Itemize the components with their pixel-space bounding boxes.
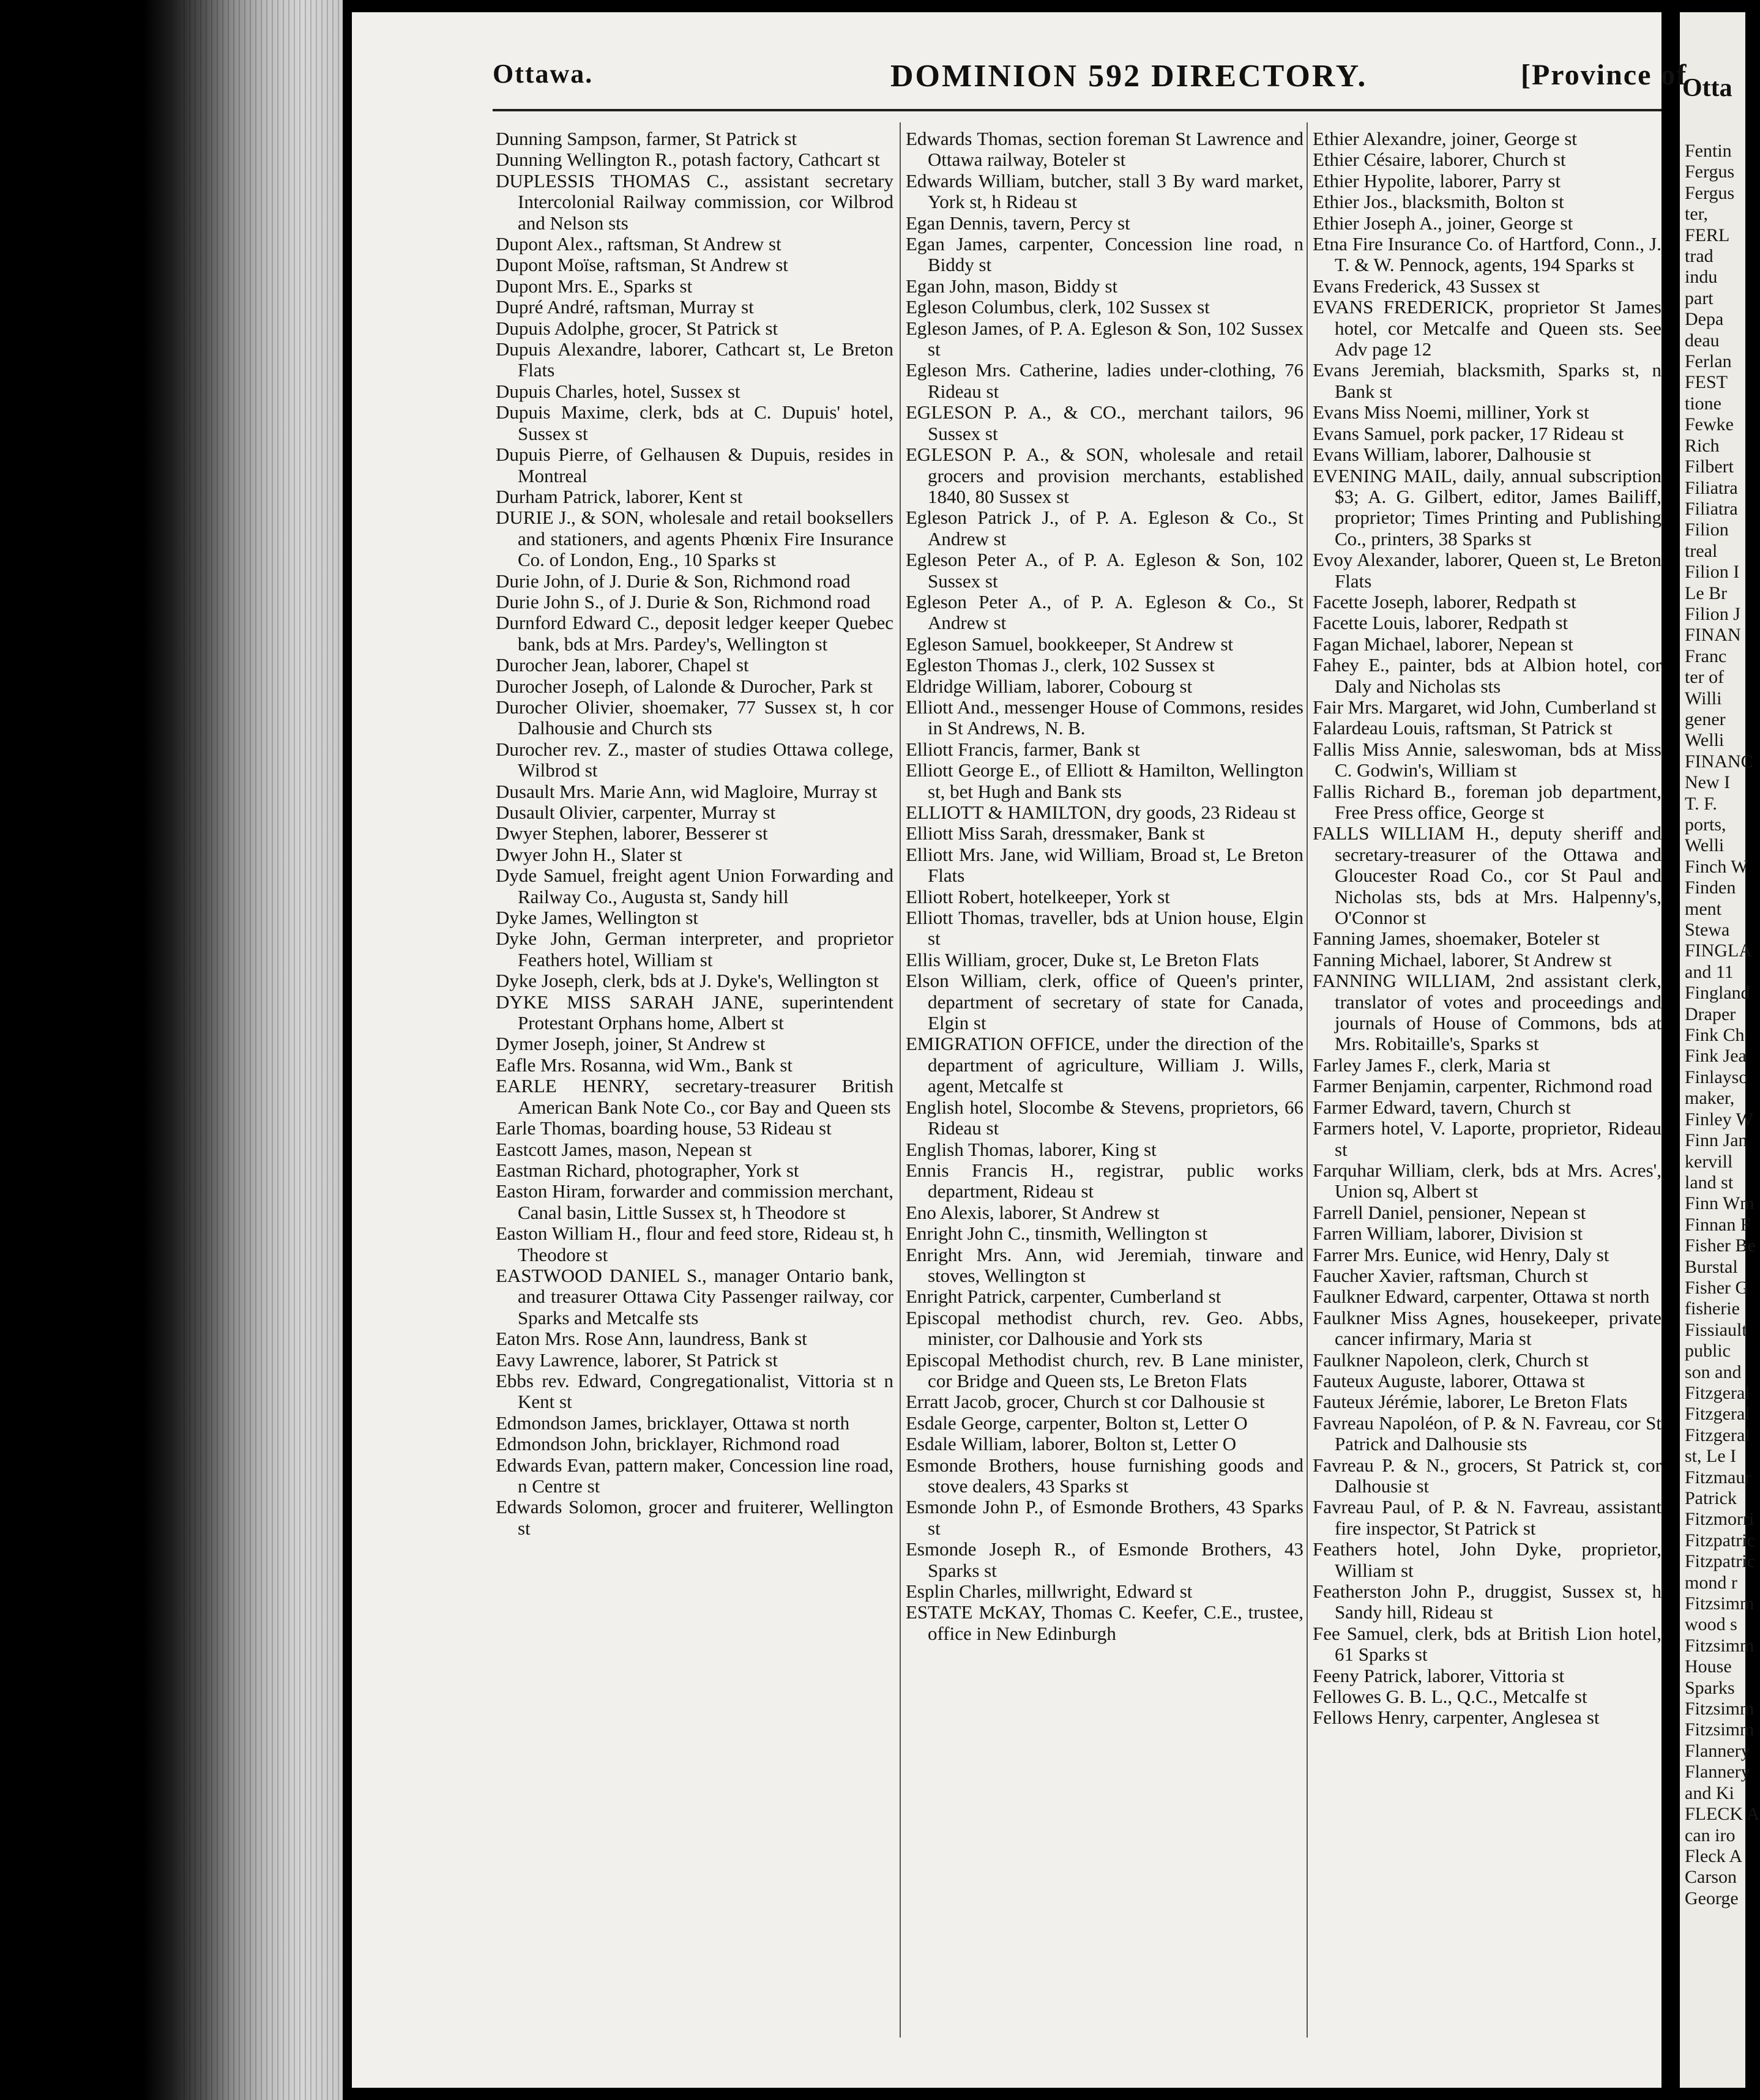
facing-page-line: Flannery: [1685, 1740, 1750, 1761]
directory-entry: Fanning James, shoemaker, Boteler st: [1313, 928, 1600, 950]
directory-entry: Favreau Paul, of P. & N. Favreau, assistant fire inspector, St Patrick st: [1313, 1496, 1661, 1539]
directory-entry: Ethier Alexandre, joiner, George st: [1313, 128, 1578, 149]
directory-entry: Ethier Jos., blacksmith, Bolton st: [1313, 191, 1564, 213]
facing-page-line: trad: [1685, 246, 1713, 267]
directory-entry: DURIE J., & SON, wholesale and retail booksellers and stationers, and agents Phœnix Fire Insurance Co. of London, Eng., 10 Sparks st: [496, 507, 893, 571]
facing-page-line: Fewke: [1685, 414, 1734, 435]
directory-entry: EGLESON P. A., & SON, wholesale and retail grocers and provision merchants, established 1840, 80 Sussex st: [906, 444, 1303, 507]
directory-entry: Durocher Joseph, of Lalonde & Durocher, Park st: [496, 675, 873, 697]
page-gutter: [1661, 0, 1680, 2100]
directory-entry: Episcopal Methodist church, rev. B Lane minister, cor Bridge and Queen sts, Le Breton Flats: [906, 1349, 1303, 1391]
directory-entry: Dupuis Pierre, of Gelhausen & Dupuis, resides in Montreal: [496, 444, 893, 486]
directory-entry: Esmonde John P., of Esmonde Brothers, 43 Sparks st: [906, 1496, 1303, 1539]
directory-entry: Egan Dennis, tavern, Percy st: [906, 212, 1130, 234]
directory-entry: Etna Fire Insurance Co. of Hartford, Conn., J. T. & W. Pennock, agents, 194 Sparks st: [1313, 233, 1661, 276]
header-city: Ottawa.: [493, 59, 594, 89]
directory-entry: Edwards Solomon, grocer and fruiterer, Wellington st: [496, 1496, 893, 1539]
facing-page-line: Fitzgeral: [1685, 1382, 1750, 1403]
directory-entry: Fee Samuel, clerk, bds at British Lion hotel, 61 Sparks st: [1313, 1622, 1661, 1666]
directory-entry: Fellows Henry, carpenter, Anglesea st: [1313, 1707, 1600, 1729]
facing-page-line: Fitzgeral: [1685, 1424, 1750, 1445]
directory-entry: Episcopal methodist church, rev. Geo. Abbs, minister, cor Dalhousie and York sts: [906, 1306, 1303, 1350]
directory-entry: Farrer Mrs. Eunice, wid Henry, Daly st: [1313, 1243, 1609, 1265]
directory-entry: Enright Patrick, carpenter, Cumberland st: [906, 1286, 1221, 1308]
directory-entry: Egan John, mason, Biddy st: [906, 275, 1118, 297]
directory-entry: Dyke James, Wellington st: [496, 907, 699, 929]
directory-entry: Dyke John, German interpreter, and proprietor Feathers hotel, William st: [496, 928, 893, 970]
facing-page-line: Finlayso: [1685, 1067, 1748, 1087]
directory-entry: Favreau Napoléon, of P. & N. Favreau, cor St Patrick and Dalhousie sts: [1313, 1412, 1661, 1455]
directory-entry: Farren William, laborer, Division st: [1313, 1223, 1583, 1245]
directory-entry: Egleson Peter A., of P. A. Egleson & Co., St Andrew st: [906, 590, 1303, 634]
facing-page-line: Willi: [1685, 688, 1722, 709]
facing-page-line: mond r: [1685, 1572, 1737, 1593]
directory-entry: Ethier Hypolite, laborer, Parry st: [1313, 169, 1561, 192]
facing-page-line: Filiatra: [1685, 498, 1738, 519]
facing-page-line: Filbert: [1685, 456, 1734, 477]
facing-page-line: Fitzgeral: [1685, 1404, 1750, 1424]
directory-entry: Farley James F., clerk, Maria st: [1313, 1054, 1551, 1076]
directory-entry: Evans Samuel, pork packer, 17 Rideau st: [1313, 422, 1624, 444]
directory-entry: Faulkner Napoleon, clerk, Church st: [1313, 1349, 1589, 1371]
directory-entry: Ethier Joseph A., joiner, George st: [1313, 212, 1573, 234]
facing-page-line: Fitzsimm: [1685, 1593, 1754, 1614]
facing-page-line: Filion J: [1685, 603, 1740, 624]
directory-entry: Eafle Mrs. Rosanna, wid Wm., Bank st: [496, 1054, 793, 1076]
facing-page-line: Carson: [1685, 1867, 1737, 1888]
directory-entry: Dwyer John H., Slater st: [496, 843, 682, 865]
directory-entry: Dupont Alex., raftsman, St Andrew st: [496, 233, 781, 255]
directory-entry: Enright John C., tinsmith, Wellington st: [906, 1223, 1207, 1245]
facing-page-line: Burstal: [1685, 1256, 1738, 1277]
facing-page-line: maker,: [1685, 1088, 1735, 1109]
directory-entry: Edwards Thomas, section foreman St Lawrence and Ottawa railway, Boteler st: [906, 128, 1303, 171]
facing-page-line: FERL: [1685, 225, 1730, 245]
directory-entry: Egleston Thomas J., clerk, 102 Sussex st: [906, 654, 1215, 676]
directory-entry: Edwards William, butcher, stall 3 By ward market, York st, h Rideau st: [906, 169, 1303, 213]
directory-entry: Dwyer Stephen, laborer, Besserer st: [496, 822, 768, 844]
facing-page-line: Filion: [1685, 519, 1729, 540]
directory-entry: Dunning Sampson, farmer, St Patrick st: [496, 128, 797, 149]
facing-page-line: ter of: [1685, 667, 1725, 688]
directory-entry: Dupuis Charles, hotel, Sussex st: [496, 380, 740, 402]
facing-page-line: st, Le I: [1685, 1446, 1737, 1467]
facing-page-line: T. F.: [1685, 793, 1717, 814]
directory-entry: Elliott Robert, hotelkeeper, York st: [906, 885, 1170, 907]
directory-entry: EARLE HENRY, secretary-treasurer British American Bank Note Co., cor Bay and Queen sts: [496, 1075, 893, 1118]
facing-page-line: and Ki: [1685, 1782, 1734, 1803]
directory-entry: Egleson Samuel, bookkeeper, St Andrew st: [906, 633, 1234, 655]
facing-page-line: Fleck A: [1685, 1845, 1743, 1866]
facing-page-line: Finnan F: [1685, 1214, 1751, 1235]
facing-page-header: Otta: [1682, 74, 1732, 102]
directory-entry: Farquhar William, clerk, bds at Mrs. Acres', Union sq, Albert st: [1313, 1159, 1661, 1202]
facing-page-line: Finden: [1685, 877, 1736, 898]
facing-page-line: land st: [1685, 1172, 1734, 1193]
directory-entry: Faulkner Miss Agnes, housekeeper, private cancer infirmary, Maria st: [1313, 1306, 1661, 1350]
directory-entry: Fauteux Jérémie, laborer, Le Breton Flats: [1313, 1391, 1628, 1413]
directory-entry: EGLESON P. A., & CO., merchant tailors, 96 Sussex st: [906, 401, 1303, 444]
facing-page-line: Finn Jan: [1685, 1130, 1748, 1151]
directory-entry: Eastcott James, mason, Nepean st: [496, 1138, 752, 1160]
facing-page-line: FINANC: [1685, 751, 1753, 772]
directory-entry: Feathers hotel, John Dyke, proprietor, William st: [1313, 1538, 1661, 1581]
facing-page-line: Fisher G: [1685, 1277, 1749, 1298]
facing-page-line: Fitzmaur: [1685, 1467, 1751, 1488]
directory-entry: Fauteux Auguste, laborer, Ottawa st: [1313, 1369, 1585, 1391]
directory-entry: Dupré André, raftsman, Murray st: [496, 296, 754, 318]
facing-page-line: Fitzsimm: [1685, 1719, 1754, 1740]
facing-page-line: Flannery: [1685, 1762, 1750, 1782]
directory-entry: Erratt Jacob, grocer, Church st cor Dalhousie st: [906, 1391, 1265, 1413]
facing-page-line: House: [1685, 1656, 1732, 1677]
facing-page-column: [1685, 141, 1760, 1909]
facing-page-line: Filion I: [1685, 562, 1740, 583]
directory-entry: Farmers hotel, V. Laporte, proprietor, Rideau st: [1313, 1117, 1661, 1160]
directory-entry: Elliott Miss Sarah, dressmaker, Bank st: [906, 822, 1205, 844]
facing-page-line: Fergus: [1685, 182, 1735, 203]
directory-entry: Fahey E., painter, bds at Albion hotel, cor Daly and Nicholas sts: [1313, 654, 1661, 697]
directory-entry: Fallis Miss Annie, saleswoman, bds at Miss C. Godwin's, William st: [1313, 738, 1661, 781]
directory-entry: Farmer Edward, tavern, Church st: [1313, 1096, 1571, 1118]
facing-page-line: Draper: [1685, 1003, 1736, 1024]
directory-entry: DYKE MISS SARAH JANE, superintendent Protestant Orphans home, Albert st: [496, 991, 893, 1034]
facing-page-line: tione: [1685, 393, 1721, 414]
facing-page-line: Fitzmorri: [1685, 1509, 1754, 1530]
facing-page-line: ter,: [1685, 204, 1708, 225]
facing-page-line: deau: [1685, 330, 1720, 351]
directory-entry: Ellis William, grocer, Duke st, Le Breton Flats: [906, 948, 1259, 970]
facing-page-line: Fink Ch: [1685, 1025, 1745, 1046]
directory-entry: Esplin Charles, millwright, Edward st: [906, 1581, 1193, 1603]
facing-page-line: Fitzpatric: [1685, 1551, 1755, 1572]
directory-entry: Fagan Michael, laborer, Nepean st: [1313, 633, 1573, 655]
facing-page-line: Fissiault: [1685, 1319, 1747, 1340]
facing-page-line: FINAN: [1685, 625, 1741, 646]
directory-entry: Ethier Césaire, laborer, Church st: [1313, 149, 1566, 171]
directory-entry: Dupuis Adolphe, grocer, St Patrick st: [496, 317, 778, 339]
facing-page-line: Welli: [1685, 835, 1725, 856]
directory-entry: Farrell Daniel, pensioner, Nepean st: [1313, 1201, 1586, 1223]
directory-entry: Evans Frederick, 43 Sussex st: [1313, 275, 1540, 297]
facing-page-line: can iro: [1685, 1825, 1736, 1845]
directory-entry: Esmonde Joseph R., of Esmonde Brothers, 43 Sparks st: [906, 1538, 1303, 1581]
directory-entry: Esdale William, laborer, Bolton st, Letter O: [906, 1433, 1237, 1455]
facing-page-line: Fink Jea: [1685, 1046, 1747, 1067]
directory-entry: Easton Hiram, forwarder and commission merchant, Canal basin, Little Sussex st, h Theodore st: [496, 1180, 893, 1223]
directory-entry: ELLIOTT & HAMILTON, dry goods, 23 Rideau st: [906, 802, 1296, 823]
facing-page-line: Finley W: [1685, 1109, 1753, 1130]
facing-page-line: FEST: [1685, 372, 1728, 393]
directory-entry: Featherston John P., druggist, Sussex st, h Sandy hill, Rideau st: [1313, 1581, 1661, 1623]
directory-entry: Feeny Patrick, laborer, Vittoria st: [1313, 1664, 1565, 1686]
directory-entry: Egleson James, of P. A. Egleson & Son, 102 Sussex st: [906, 317, 1303, 360]
facing-page-line: FLECK A: [1685, 1804, 1760, 1825]
facing-page-line: Fisher Be: [1685, 1235, 1756, 1256]
directory-entry: Dupont Moïse, raftsman, St Andrew st: [496, 254, 788, 276]
directory-entry: Enright Mrs. Ann, wid Jeremiah, tinware and stoves, Wellington st: [906, 1243, 1303, 1286]
directory-entry: Dymer Joseph, joiner, St Andrew st: [496, 1033, 766, 1055]
directory-entry: Fanning Michael, laborer, St Andrew st: [1313, 948, 1612, 970]
directory-entry: Durie John S., of J. Durie & Son, Richmond road: [496, 590, 871, 612]
page-edge-texture: [184, 0, 355, 2100]
directory-entry: Elliott Mrs. Jane, wid William, Broad st, Le Breton Flats: [906, 843, 1303, 887]
facing-page-line: Filiatra: [1685, 477, 1738, 498]
facing-page-line: Fingland: [1685, 983, 1750, 1003]
directory-entry: Evoy Alexander, laborer, Queen st, Le Breton Flats: [1313, 549, 1661, 592]
directory-entry: Dupont Mrs. E., Sparks st: [496, 275, 693, 297]
directory-entry: Egleson Mrs. Catherine, ladies under-clothing, 76 Rideau st: [906, 359, 1303, 402]
directory-entry: Dusault Mrs. Marie Ann, wid Magloire, Murray st: [496, 780, 878, 802]
directory-entry: Facette Louis, laborer, Redpath st: [1313, 612, 1568, 634]
facing-page-line: Fitzsimm: [1685, 1699, 1754, 1719]
directory-entry: Dupuis Maxime, clerk, bds at C. Dupuis' hotel, Sussex st: [496, 401, 893, 444]
directory-entry: Edwards Evan, pattern maker, Concession line road, n Centre st: [496, 1454, 893, 1497]
column-divider: [900, 122, 901, 2038]
directory-entry: Eno Alexis, laborer, St Andrew st: [906, 1201, 1160, 1223]
directory-entry: EASTWOOD DANIEL S., manager Ontario bank, and treasurer Ottawa City Passenger railway, cor Sparks and Metcalfe sts: [496, 1264, 893, 1328]
directory-entry: Durocher Jean, laborer, Chapel st: [496, 654, 749, 676]
facing-page-line: Welli: [1685, 730, 1725, 751]
facing-page-line: indu: [1685, 267, 1718, 288]
facing-page-line: treal: [1685, 540, 1718, 561]
directory-entry: Egan James, carpenter, Concession line road, n Biddy st: [906, 233, 1303, 276]
page-header: [493, 58, 1688, 104]
directory-entry: English hotel, Slocombe & Stevens, proprietors, 66 Rideau st: [906, 1096, 1303, 1139]
directory-entry: Dupuis Alexandre, laborer, Cathcart st, Le Breton Flats: [496, 338, 893, 381]
facing-page-line: Stewa: [1685, 920, 1730, 940]
directory-entry: Elson William, clerk, office of Queen's printer, department of secretary of state for Canada, Elgin st: [906, 970, 1303, 1034]
facing-page-line: Ferlan: [1685, 351, 1732, 372]
facing-page-line: wood s: [1685, 1614, 1737, 1635]
directory-entry: Ennis Francis H., registrar, public works department, Rideau st: [906, 1159, 1303, 1202]
facing-page-line: Rich: [1685, 435, 1720, 456]
directory-entry: Esmonde Brothers, house furnishing goods and stove dealers, 43 Sparks st: [906, 1454, 1303, 1497]
facing-page-line: gener: [1685, 709, 1726, 729]
directory-entry: Eaton Mrs. Rose Ann, laundress, Bank st: [496, 1328, 807, 1350]
directory-entry: Favreau P. & N., grocers, St Patrick st, cor Dalhousie st: [1313, 1454, 1661, 1497]
directory-entry: EMIGRATION OFFICE, under the direction of the department of agriculture, William J. Wills, agent, Metcalfe st: [906, 1033, 1303, 1097]
facing-page-line: and 11: [1685, 961, 1734, 982]
directory-entry: Elliott And., messenger House of Commons, resides in St Andrews, N. B.: [906, 696, 1303, 739]
facing-page-line: Le Br: [1685, 583, 1728, 603]
header-province: [Province of: [1521, 59, 1688, 91]
directory-entry: Evans William, laborer, Dalhousie st: [1313, 444, 1591, 466]
directory-entry: Fallis Richard B., foreman job department, Free Press office, George st: [1313, 780, 1661, 823]
facing-page-line: fisherie: [1685, 1298, 1740, 1319]
facing-page-line: public: [1685, 1341, 1731, 1361]
facing-page-line: Finch W: [1685, 856, 1748, 877]
facing-page-line: son and: [1685, 1361, 1742, 1382]
facing-page-line: part: [1685, 288, 1713, 308]
facing-page-line: ment: [1685, 898, 1721, 919]
directory-entry: EVANS FREDERICK, proprietor St James hotel, cor Metcalfe and Queen sts. See Adv page 12: [1313, 296, 1661, 360]
directory-entry: FANNING WILLIAM, 2nd assistant clerk, translator of votes and proceedings and journals of House of Commons, bds at Mrs. Robitaille's, Sparks st: [1313, 970, 1661, 1055]
directory-entry: Fellowes G. B. L., Q.C., Metcalfe st: [1313, 1686, 1587, 1708]
directory-entry: Dusault Olivier, carpenter, Murray st: [496, 802, 776, 823]
directory-entry: Esdale George, carpenter, Bolton st, Letter O: [906, 1412, 1248, 1434]
directory-entry: Eldridge William, laborer, Cobourg st: [906, 675, 1193, 697]
directory-entry: Eastman Richard, photographer, York st: [496, 1159, 799, 1181]
directory-entry: Dyke Joseph, clerk, bds at J. Dyke's, Wellington st: [496, 970, 879, 992]
directory-entry: Farmer Benjamin, carpenter, Richmond road: [1313, 1075, 1652, 1097]
directory-entry: Elliott Thomas, traveller, bds at Union house, Elgin st: [906, 907, 1303, 950]
directory-entry: Edmondson John, bricklayer, Richmond road: [496, 1433, 840, 1455]
directory-entry: Egleson Columbus, clerk, 102 Sussex st: [906, 296, 1210, 318]
directory-entry: Eavy Lawrence, laborer, St Patrick st: [496, 1349, 778, 1371]
facing-page-line: Sparks: [1685, 1677, 1735, 1698]
facing-page-line: Fitzpatric: [1685, 1530, 1755, 1551]
directory-entry: Durnford Edward C., deposit ledger keeper Quebec bank, bds at Mrs. Pardey's, Wellington st: [496, 612, 893, 655]
directory-entry: Faucher Xavier, raftsman, Church st: [1313, 1264, 1588, 1286]
directory-entry: Fair Mrs. Margaret, wid John, Cumberland st: [1313, 696, 1657, 718]
directory-entry: Elliott George E., of Elliott & Hamilton, Wellington st, bet Hugh and Bank sts: [906, 759, 1303, 802]
header-title: DOMINION 592 DIRECTORY.: [890, 59, 1368, 94]
directory-column-1: [496, 128, 893, 1539]
facing-page-line: FINGLA: [1685, 940, 1752, 961]
directory-entry: Durie John, of J. Durie & Son, Richmond road: [496, 570, 851, 592]
facing-page-fragment: [1680, 12, 1760, 2088]
directory-entry: Egleson Patrick J., of P. A. Egleson & Co., St Andrew st: [906, 507, 1303, 549]
facing-page-line: ports,: [1685, 814, 1726, 835]
directory-entry: Durham Patrick, laborer, Kent st: [496, 485, 743, 507]
directory-entry: Evans Miss Noemi, milliner, York st: [1313, 401, 1589, 423]
facing-page-line: Franc: [1685, 646, 1727, 666]
directory-entry: Faulkner Edward, carpenter, Ottawa st north: [1313, 1286, 1650, 1308]
facing-page-line: Depa: [1685, 309, 1724, 330]
facing-page-line: Fergus: [1685, 162, 1735, 182]
facing-page-line: Patrick: [1685, 1488, 1737, 1508]
directory-entry: DUPLESSIS THOMAS C., assistant secretary Intercolonial Railway commission, cor Wilbrod and Nelson sts: [496, 169, 893, 234]
directory-entry: EVENING MAIL, daily, annual subscription $3; A. G. Gilbert, editor, James Bailiff, proprietor; Times Printing and Publishing Co., printers, 38 Sparks st: [1313, 464, 1661, 549]
directory-entry: Durocher Olivier, shoemaker, 77 Sussex st, h cor Dalhousie and Church sts: [496, 696, 893, 739]
directory-entry: ESTATE McKAY, Thomas C. Keefer, C.E., trustee, office in New Edinburgh: [906, 1601, 1303, 1644]
directory-entry: FALLS WILLIAM H., deputy sheriff and secretary-treasurer of the Ottawa and Gloucester Road Co., cor St Paul and Nicholas sts, bds at Mrs. Halpenny's, O'Connor st: [1313, 822, 1661, 929]
directory-entry: Facette Joseph, laborer, Redpath st: [1313, 590, 1576, 612]
directory-entry: Falardeau Louis, raftsman, St Patrick st: [1313, 717, 1613, 739]
directory-column-2: [906, 128, 1303, 1644]
facing-page-line: George: [1685, 1888, 1739, 1908]
facing-page-line: Finn Wm: [1685, 1193, 1754, 1214]
directory-entry: English Thomas, laborer, King st: [906, 1138, 1157, 1160]
column-divider: [1307, 122, 1308, 2038]
facing-page-line: kervill: [1685, 1151, 1733, 1172]
directory-entry: Easton William H., flour and feed store, Rideau st, h Theodore st: [496, 1223, 893, 1265]
directory-entry: Edmondson James, bricklayer, Ottawa st north: [496, 1412, 850, 1434]
directory-entry: Ebbs rev. Edward, Congregationalist, Vittoria st n Kent st: [496, 1369, 893, 1413]
directory-entry: Dunning Wellington R., potash factory, Cathcart st: [496, 149, 880, 171]
directory-column-3: [1313, 128, 1661, 1729]
directory-entry: Egleson Peter A., of P. A. Egleson & Son, 102 Sussex st: [906, 549, 1303, 592]
facing-page-line: New I: [1685, 772, 1731, 793]
directory-entry: Dyde Samuel, freight agent Union Forwarding and Railway Co., Augusta st, Sandy hill: [496, 865, 893, 907]
directory-entry: Evans Jeremiah, blacksmith, Sparks st, n Bank st: [1313, 359, 1661, 402]
directory-entry: Durocher rev. Z., master of studies Ottawa college, Wilbrod st: [496, 738, 893, 781]
header-rule: [493, 109, 1661, 111]
directory-entry: Elliott Francis, farmer, Bank st: [906, 738, 1140, 760]
directory-entry: Earle Thomas, boarding house, 53 Rideau st: [496, 1117, 832, 1139]
facing-page-line: Fitzsimm: [1685, 1635, 1754, 1656]
facing-page-line: Fentin: [1685, 141, 1732, 161]
